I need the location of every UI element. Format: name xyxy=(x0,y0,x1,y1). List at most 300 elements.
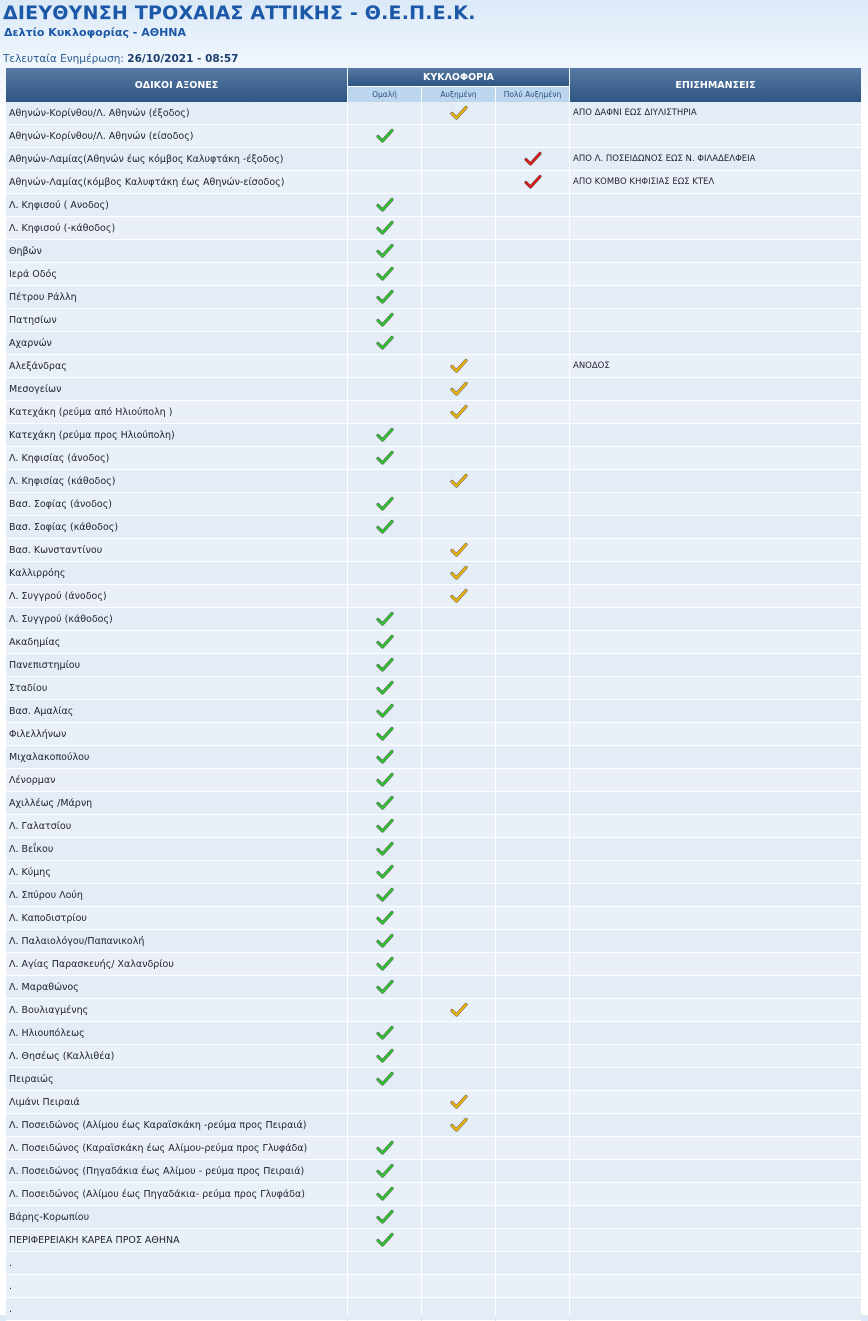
road-name: Καλλιρρόης xyxy=(6,562,347,585)
status-cell-very-increased xyxy=(496,102,569,125)
table-row xyxy=(6,562,861,585)
road-name: Λ. Ηλιουπόλεως xyxy=(6,1022,347,1045)
status-cell-increased xyxy=(422,562,495,585)
remark-cell xyxy=(570,562,861,585)
status-cell-very-increased xyxy=(496,700,569,723)
status-cell-normal xyxy=(348,723,421,746)
table-row xyxy=(6,1160,861,1183)
status-cell-very-increased xyxy=(496,562,569,585)
status-cell-increased xyxy=(422,424,495,447)
status-cell-normal xyxy=(348,815,421,838)
yellow-check-icon xyxy=(450,404,468,420)
table-row xyxy=(6,1275,861,1298)
status-cell-increased xyxy=(422,792,495,815)
status-cell-normal xyxy=(348,148,421,171)
remark-cell xyxy=(570,677,861,700)
remark-cell: ΑΠΟ Λ. ΠΟΣΕΙΔΩΝΟΣ ΕΩΣ Ν. ΦΙΛΑΔΕΛΦΕΙΑ xyxy=(570,148,861,171)
status-cell-very-increased xyxy=(496,1068,569,1091)
remark-cell xyxy=(570,884,861,907)
table-row xyxy=(6,1137,861,1160)
last-update-value: 26/10/2021 - 08:57 xyxy=(127,53,239,65)
table-row xyxy=(6,976,861,999)
table-row xyxy=(6,516,861,539)
table-row xyxy=(6,401,861,424)
status-cell-increased xyxy=(422,1298,495,1321)
green-check-icon xyxy=(376,220,394,236)
table-row xyxy=(6,424,861,447)
status-cell-increased xyxy=(422,953,495,976)
table-row xyxy=(6,1068,861,1091)
status-cell-increased xyxy=(422,1091,495,1114)
green-check-icon xyxy=(376,312,394,328)
table-row xyxy=(6,1229,861,1252)
road-name: Λ. Αγίας Παρασκευής/ Χαλανδρίου xyxy=(6,953,347,976)
page-header xyxy=(0,0,868,68)
green-check-icon xyxy=(376,1232,394,1248)
status-cell-normal xyxy=(348,1252,421,1275)
green-check-icon xyxy=(376,519,394,535)
status-cell-increased xyxy=(422,539,495,562)
status-cell-increased xyxy=(422,907,495,930)
remark-cell xyxy=(570,654,861,677)
status-cell-normal xyxy=(348,976,421,999)
status-cell-normal xyxy=(348,700,421,723)
status-cell-normal xyxy=(348,286,421,309)
table-row xyxy=(6,1206,861,1229)
road-name: Μεσογείων xyxy=(6,378,347,401)
remark-cell xyxy=(570,194,861,217)
table-row xyxy=(6,769,861,792)
road-name: Μιχαλακοπούλου xyxy=(6,746,347,769)
remark-cell xyxy=(570,1229,861,1252)
status-cell-increased xyxy=(422,378,495,401)
table-row xyxy=(6,700,861,723)
table-row xyxy=(6,884,861,907)
remark-cell xyxy=(570,631,861,654)
remark-cell xyxy=(570,930,861,953)
table-row xyxy=(6,1183,861,1206)
status-cell-very-increased xyxy=(496,677,569,700)
green-check-icon xyxy=(376,887,394,903)
status-cell-very-increased xyxy=(496,1137,569,1160)
green-check-icon xyxy=(376,634,394,650)
status-cell-increased xyxy=(422,171,495,194)
status-cell-increased xyxy=(422,1252,495,1275)
remark-cell xyxy=(570,1183,861,1206)
status-cell-very-increased xyxy=(496,125,569,148)
last-update-label: Τελευταία Ενημέρωση: xyxy=(3,53,124,65)
road-name: . xyxy=(6,1298,347,1321)
status-cell-normal xyxy=(348,1183,421,1206)
status-cell-very-increased xyxy=(496,332,569,355)
green-check-icon xyxy=(376,266,394,282)
green-check-icon xyxy=(376,657,394,673)
status-cell-very-increased xyxy=(496,286,569,309)
road-name: Πατησίων xyxy=(6,309,347,332)
road-name: Λ. Συγγρού (άνοδος) xyxy=(6,585,347,608)
status-cell-increased xyxy=(422,1206,495,1229)
road-name: . xyxy=(6,1275,347,1298)
green-check-icon xyxy=(376,703,394,719)
status-cell-normal xyxy=(348,953,421,976)
table-row xyxy=(6,194,861,217)
green-check-icon xyxy=(376,841,394,857)
remark-cell xyxy=(570,240,861,263)
status-cell-normal xyxy=(348,539,421,562)
status-cell-very-increased xyxy=(496,217,569,240)
status-cell-increased xyxy=(422,631,495,654)
table-row xyxy=(6,171,861,194)
yellow-check-icon xyxy=(450,473,468,489)
road-name: Βασ. Κωνσταντίνου xyxy=(6,539,347,562)
table-row xyxy=(6,539,861,562)
status-cell-normal xyxy=(348,171,421,194)
status-cell-very-increased xyxy=(496,769,569,792)
status-cell-increased xyxy=(422,309,495,332)
remark-cell xyxy=(570,700,861,723)
green-check-icon xyxy=(376,1140,394,1156)
status-cell-normal xyxy=(348,217,421,240)
remark-cell xyxy=(570,378,861,401)
status-cell-very-increased xyxy=(496,470,569,493)
road-name: Πειραιώς xyxy=(6,1068,347,1091)
yellow-check-icon xyxy=(450,1117,468,1133)
column-header-roads: ΟΔΙΚΟΙ ΑΞΟΝΕΣ xyxy=(6,68,347,102)
road-name: Πέτρου Ράλλη xyxy=(6,286,347,309)
status-cell-normal xyxy=(348,378,421,401)
status-cell-increased xyxy=(422,1137,495,1160)
yellow-check-icon xyxy=(450,105,468,121)
status-cell-normal xyxy=(348,838,421,861)
status-cell-normal xyxy=(348,125,421,148)
status-cell-increased xyxy=(422,493,495,516)
remark-cell xyxy=(570,332,861,355)
status-cell-normal xyxy=(348,401,421,424)
road-name: Λ. Κηφισίας (κάθοδος) xyxy=(6,470,347,493)
remark-cell xyxy=(570,401,861,424)
column-header-traffic: ΚΥΚΛΟΦΟΡΙΑ xyxy=(348,68,569,86)
table-row xyxy=(6,930,861,953)
status-cell-increased xyxy=(422,1068,495,1091)
status-cell-increased xyxy=(422,125,495,148)
green-check-icon xyxy=(376,795,394,811)
status-cell-very-increased xyxy=(496,746,569,769)
status-cell-very-increased xyxy=(496,585,569,608)
remark-cell xyxy=(570,1045,861,1068)
yellow-check-icon xyxy=(450,381,468,397)
status-cell-normal xyxy=(348,907,421,930)
green-check-icon xyxy=(376,1071,394,1087)
remark-cell xyxy=(570,539,861,562)
status-cell-very-increased xyxy=(496,654,569,677)
table-row xyxy=(6,148,861,171)
green-check-icon xyxy=(376,818,394,834)
status-cell-normal xyxy=(348,424,421,447)
status-cell-normal xyxy=(348,1022,421,1045)
road-name: Φιλελλήνων xyxy=(6,723,347,746)
remark-cell xyxy=(570,1206,861,1229)
road-name: Βασ. Αμαλίας xyxy=(6,700,347,723)
status-cell-very-increased xyxy=(496,1252,569,1275)
status-cell-very-increased xyxy=(496,608,569,631)
remark-cell xyxy=(570,286,861,309)
remark-cell xyxy=(570,1298,861,1321)
table-row xyxy=(6,447,861,470)
status-cell-very-increased xyxy=(496,401,569,424)
road-name: Αχιλλέως /Μάρνη xyxy=(6,792,347,815)
remark-cell xyxy=(570,769,861,792)
status-cell-very-increased xyxy=(496,424,569,447)
road-name: Πανεπιστημίου xyxy=(6,654,347,677)
status-cell-increased xyxy=(422,217,495,240)
table-row xyxy=(6,470,861,493)
road-name: Λ. Κηφισού (-κάθοδος) xyxy=(6,217,347,240)
road-name: Κατεχάκη (ρεύμα από Ηλιούπολη ) xyxy=(6,401,347,424)
table-row xyxy=(6,1045,861,1068)
status-cell-normal xyxy=(348,769,421,792)
status-cell-increased xyxy=(422,1160,495,1183)
road-name: Αθηνών-Κορίνθου/Λ. Αθηνών (είσοδος) xyxy=(6,125,347,148)
page-title: ΔΙΕΥΘΥΝΣΗ ΤΡΟΧΑΙΑΣ ΑΤΤΙΚΗΣ - Θ.Ε.Π.Ε.Κ. xyxy=(3,2,476,24)
green-check-icon xyxy=(376,910,394,926)
remark-cell xyxy=(570,424,861,447)
subheader-very-increased: Πολύ Αυξημένη xyxy=(496,86,569,102)
green-check-icon xyxy=(376,979,394,995)
remark-cell: ΑΠΟ ΔΑΦΝΙ ΕΩΣ ΔΙΥΛΙΣΤΗΡΙΑ xyxy=(570,102,861,125)
status-cell-increased xyxy=(422,286,495,309)
status-cell-increased xyxy=(422,148,495,171)
status-cell-very-increased xyxy=(496,815,569,838)
green-check-icon xyxy=(376,496,394,512)
status-cell-increased xyxy=(422,608,495,631)
green-check-icon xyxy=(376,450,394,466)
green-check-icon xyxy=(376,956,394,972)
road-name: Λ. Παλαιολόγου/Παπανικολή xyxy=(6,930,347,953)
status-cell-increased xyxy=(422,332,495,355)
status-cell-normal xyxy=(348,746,421,769)
table-row xyxy=(6,1298,861,1321)
remark-cell xyxy=(570,746,861,769)
status-cell-normal xyxy=(348,240,421,263)
remark-cell xyxy=(570,1252,861,1275)
status-cell-increased xyxy=(422,240,495,263)
status-cell-increased xyxy=(422,815,495,838)
status-cell-increased xyxy=(422,677,495,700)
status-cell-increased xyxy=(422,838,495,861)
remark-cell xyxy=(570,1137,861,1160)
road-name: Λ. Μαραθώνος xyxy=(6,976,347,999)
status-cell-increased xyxy=(422,746,495,769)
road-name: Θηβών xyxy=(6,240,347,263)
status-cell-normal xyxy=(348,654,421,677)
road-name: Λ. Ποσειδώνος (Αλίμου έως Καραϊσκάκη -ρεύμα προς Πειραιά) xyxy=(6,1114,347,1137)
status-cell-very-increased xyxy=(496,355,569,378)
remark-cell xyxy=(570,953,861,976)
status-cell-normal xyxy=(348,999,421,1022)
green-check-icon xyxy=(376,128,394,144)
status-cell-very-increased xyxy=(496,493,569,516)
road-name: Λ. Συγγρού (κάθοδος) xyxy=(6,608,347,631)
traffic-rows xyxy=(6,102,861,1321)
road-name: Αθηνών-Κορίνθου/Λ. Αθηνών (έξοδος) xyxy=(6,102,347,125)
table-row xyxy=(6,240,861,263)
table-row xyxy=(6,907,861,930)
status-cell-increased xyxy=(422,723,495,746)
status-cell-very-increased xyxy=(496,838,569,861)
column-header-remarks: ΕΠΙΣΗΜΑΝΣΕΙΣ xyxy=(570,68,861,102)
table-row xyxy=(6,815,861,838)
yellow-check-icon xyxy=(450,565,468,581)
table-row xyxy=(6,631,861,654)
status-cell-very-increased xyxy=(496,1114,569,1137)
status-cell-very-increased xyxy=(496,631,569,654)
table-row xyxy=(6,654,861,677)
status-cell-normal xyxy=(348,1275,421,1298)
table-row xyxy=(6,493,861,516)
table-row xyxy=(6,263,861,286)
table-row xyxy=(6,723,861,746)
status-cell-very-increased xyxy=(496,1022,569,1045)
table-row xyxy=(6,792,861,815)
road-name: Λ. Σπύρου Λούη xyxy=(6,884,347,907)
status-cell-very-increased xyxy=(496,1206,569,1229)
table-row xyxy=(6,378,861,401)
status-cell-very-increased xyxy=(496,539,569,562)
remark-cell xyxy=(570,1114,861,1137)
status-cell-normal xyxy=(348,1160,421,1183)
green-check-icon xyxy=(376,197,394,213)
status-cell-normal xyxy=(348,447,421,470)
status-cell-very-increased xyxy=(496,148,569,171)
road-name: ΠΕΡΙΦΕΡΕΙΑΚΗ ΚΑΡΕΑ ΠΡΟΣ ΑΘΗΝΑ xyxy=(6,1229,347,1252)
table-row xyxy=(6,1114,861,1137)
remark-cell xyxy=(570,309,861,332)
status-cell-very-increased xyxy=(496,723,569,746)
remark-cell xyxy=(570,1160,861,1183)
table-row xyxy=(6,999,861,1022)
table-row xyxy=(6,102,861,125)
road-name: Βασ. Σοφίας (κάθοδος) xyxy=(6,516,347,539)
road-name: Αθηνών-Λαμίας(κόμβος Καλυφτάκη έως Αθηνών-είσοδος) xyxy=(6,171,347,194)
status-cell-very-increased xyxy=(496,1091,569,1114)
remark-cell xyxy=(570,861,861,884)
road-name: Λ. Κηφισίας (άνοδος) xyxy=(6,447,347,470)
remark-cell xyxy=(570,263,861,286)
green-check-icon xyxy=(376,933,394,949)
green-check-icon xyxy=(376,427,394,443)
green-check-icon xyxy=(376,1186,394,1202)
status-cell-very-increased xyxy=(496,976,569,999)
yellow-check-icon xyxy=(450,1002,468,1018)
last-update xyxy=(3,53,239,65)
status-cell-very-increased xyxy=(496,516,569,539)
remark-cell: ΑΠΟ ΚΟΜΒΟ ΚΗΦΙΣΙΑΣ ΕΩΣ ΚΤΕΛ xyxy=(570,171,861,194)
remark-cell xyxy=(570,815,861,838)
traffic-table xyxy=(5,68,862,1321)
table-row xyxy=(6,746,861,769)
status-cell-very-increased xyxy=(496,884,569,907)
road-name: Λ. Κύμης xyxy=(6,861,347,884)
status-cell-increased xyxy=(422,1183,495,1206)
status-cell-normal xyxy=(348,355,421,378)
status-cell-increased xyxy=(422,447,495,470)
status-cell-very-increased xyxy=(496,1183,569,1206)
green-check-icon xyxy=(376,289,394,305)
status-cell-normal xyxy=(348,516,421,539)
green-check-icon xyxy=(376,1163,394,1179)
status-cell-very-increased xyxy=(496,263,569,286)
road-name: Λιμάνι Πειραιά xyxy=(6,1091,347,1114)
remark-cell xyxy=(570,838,861,861)
table-row xyxy=(6,217,861,240)
status-cell-very-increased xyxy=(496,861,569,884)
status-cell-normal xyxy=(348,263,421,286)
remark-cell xyxy=(570,1022,861,1045)
status-cell-very-increased xyxy=(496,447,569,470)
status-cell-very-increased xyxy=(496,309,569,332)
status-cell-increased xyxy=(422,769,495,792)
table-row xyxy=(6,585,861,608)
status-cell-normal xyxy=(348,1206,421,1229)
table-row xyxy=(6,125,861,148)
green-check-icon xyxy=(376,864,394,880)
status-cell-normal xyxy=(348,1068,421,1091)
status-cell-normal xyxy=(348,792,421,815)
status-cell-increased xyxy=(422,1114,495,1137)
yellow-check-icon xyxy=(450,358,468,374)
status-cell-normal xyxy=(348,470,421,493)
status-cell-normal xyxy=(348,309,421,332)
remark-cell xyxy=(570,125,861,148)
status-cell-normal xyxy=(348,861,421,884)
green-check-icon xyxy=(376,1209,394,1225)
status-cell-increased xyxy=(422,1275,495,1298)
status-cell-increased xyxy=(422,1045,495,1068)
table-row xyxy=(6,861,861,884)
status-cell-normal xyxy=(348,1298,421,1321)
road-name: Λ. Ποσειδώνος (Πηγαδάκια έως Αλίμου - ρεύμα προς Πειραιά) xyxy=(6,1160,347,1183)
remark-cell xyxy=(570,217,861,240)
status-cell-increased xyxy=(422,884,495,907)
status-cell-very-increased xyxy=(496,999,569,1022)
status-cell-very-increased xyxy=(496,194,569,217)
status-cell-increased xyxy=(422,102,495,125)
remark-cell xyxy=(570,723,861,746)
road-name: Λ. Ποσειδώνος (Αλίμου έως Πηγαδάκια- ρεύμα προς Γλυφάδα) xyxy=(6,1183,347,1206)
page-subtitle: Δελτίο Κυκλοφορίας - ΑΘΗΝΑ xyxy=(4,26,186,39)
status-cell-increased xyxy=(422,355,495,378)
status-cell-increased xyxy=(422,401,495,424)
status-cell-very-increased xyxy=(496,792,569,815)
road-name: Αλεξάνδρας xyxy=(6,355,347,378)
remark-cell xyxy=(570,470,861,493)
status-cell-increased xyxy=(422,585,495,608)
road-name: Λ. Κηφισού ( Ανοδος) xyxy=(6,194,347,217)
status-cell-increased xyxy=(422,194,495,217)
status-cell-increased xyxy=(422,263,495,286)
status-cell-very-increased xyxy=(496,378,569,401)
road-name: Σταδίου xyxy=(6,677,347,700)
table-row xyxy=(6,608,861,631)
table-row xyxy=(6,286,861,309)
table-row xyxy=(6,1022,861,1045)
road-name: Λ. Βουλιαγμένης xyxy=(6,999,347,1022)
table-row xyxy=(6,1091,861,1114)
subheader-normal: Ομαλή xyxy=(348,86,421,102)
road-name: Λένορμαν xyxy=(6,769,347,792)
table-row xyxy=(6,332,861,355)
remark-cell xyxy=(570,999,861,1022)
